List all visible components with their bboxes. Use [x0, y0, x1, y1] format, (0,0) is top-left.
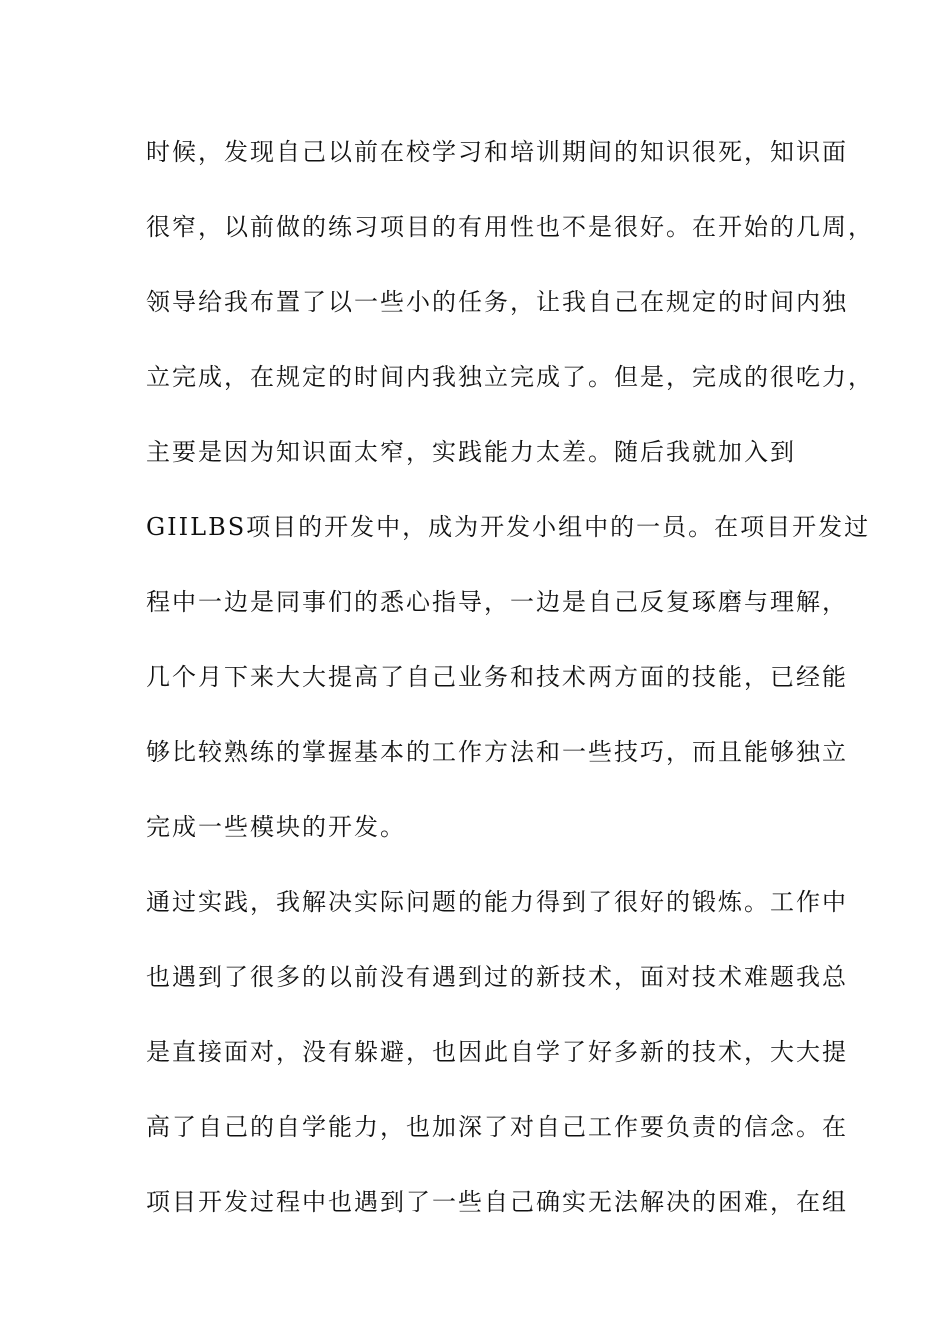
text-line: 主要是因为知识面太窄，实践能力太差。随后我就加入到 [146, 438, 796, 466]
text-line: 几个月下来大大提高了自己业务和技术两方面的技能，已经能 [146, 663, 848, 691]
body-text [146, 124, 874, 1249]
text-line: 项目开发过程中也遇到了一些自己确实无法解决的困难，在组 [146, 1188, 848, 1216]
paragraph-1 [146, 124, 874, 874]
text-line: 完成一些模块的开发。 [146, 813, 406, 841]
text-line: 是直接面对，没有躲避，也因此自学了好多新的技术，大大提 [146, 1038, 848, 1066]
text-line: 时候，发现自己以前在校学习和培训期间的知识很死，知识面 [146, 138, 848, 166]
text-line: 高了自己的自学能力，也加深了对自己工作要负责的信念。在 [146, 1113, 848, 1141]
text-line: 领导给我布置了以一些小的任务，让我自己在规定的时间内独 [146, 288, 848, 316]
paragraph-2 [146, 874, 848, 1249]
text-line: 很窄，以前做的练习项目的有用性也不是很好。在开始的几周， [146, 213, 874, 241]
text-line: 通过实践，我解决实际问题的能力得到了很好的锻炼。工作中 [146, 888, 848, 916]
text-line: 也遇到了很多的以前没有遇到过的新技术，面对技术难题我总 [146, 963, 848, 991]
text-line: 立完成，在规定的时间内我独立完成了。但是，完成的很吃力， [146, 363, 874, 391]
text-line: 够比较熟练的掌握基本的工作方法和一些技巧，而且能够独立 [146, 738, 848, 766]
text-line: 程中一边是同事们的悉心指导，一边是自己反复琢磨与理解， [146, 588, 848, 616]
text-line: GIILBS项目的开发中，成为开发小组中的一员。在项目开发过 [146, 513, 871, 541]
